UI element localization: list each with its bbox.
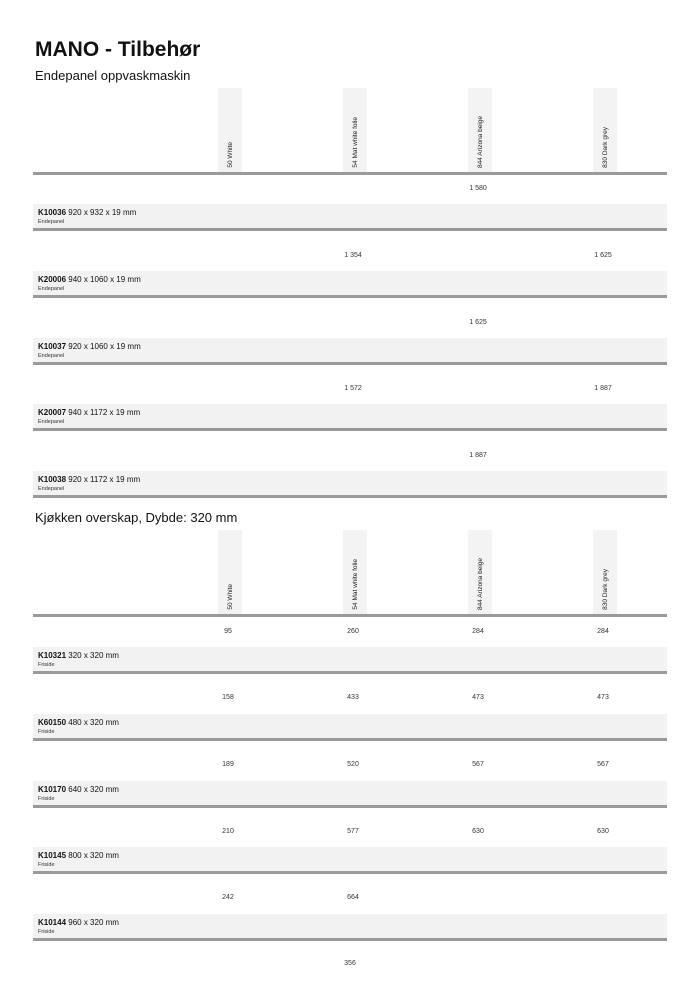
page-number: 356 <box>344 960 356 967</box>
product-size: 480 x 320 mm <box>68 718 119 727</box>
price-cell: 189 <box>222 761 234 768</box>
product-line <box>38 408 140 417</box>
product-size: 960 x 320 mm <box>68 918 119 927</box>
product-size: 920 x 1060 x 19 mm <box>68 342 141 351</box>
price-cell: 433 <box>347 694 359 701</box>
product-code: K10037 <box>38 342 67 351</box>
product-size: 920 x 932 x 19 mm <box>68 208 137 217</box>
product-line <box>38 785 119 794</box>
row-rule <box>33 871 667 874</box>
row-band <box>33 914 667 938</box>
product-line <box>38 208 136 217</box>
product-subtitle: Endepanel <box>38 353 65 359</box>
price-cell: 577 <box>347 828 359 835</box>
page-title: MANO - Tilbehør <box>35 38 201 61</box>
price-cell: 473 <box>472 694 484 701</box>
product-code: K10144 <box>38 918 67 927</box>
price-cell: 664 <box>347 894 359 901</box>
price-cell: 210 <box>222 828 234 835</box>
price-cell: 95 <box>224 628 232 635</box>
product-size: 320 x 320 mm <box>68 651 119 660</box>
product-subtitle: Friside <box>38 929 55 935</box>
price-cell: 284 <box>597 628 609 635</box>
product-code: K20006 <box>38 275 67 284</box>
product-code: K10036 <box>38 208 67 217</box>
product-subtitle: Endepanel <box>38 486 65 492</box>
row-band <box>33 847 667 871</box>
product-line <box>38 651 119 660</box>
product-line <box>38 342 141 351</box>
price-cell: 1 625 <box>469 319 487 326</box>
column-header: 844 Arizona beige <box>476 115 484 168</box>
product-code: K10321 <box>38 651 67 660</box>
price-cell: 158 <box>222 694 234 701</box>
row-rule <box>33 362 667 365</box>
price-cell: 260 <box>347 628 359 635</box>
column-header: 844 Arizona beige <box>476 557 484 610</box>
price-cell: 567 <box>472 761 484 768</box>
row-rule <box>33 428 667 431</box>
price-cell: 567 <box>597 761 609 768</box>
header-rule <box>33 172 667 175</box>
product-line <box>38 718 119 727</box>
row-rule <box>33 738 667 741</box>
column-header: 54 Mat white folie <box>351 117 359 168</box>
price-cell: 242 <box>222 894 234 901</box>
column-header: 54 Mat white folie <box>351 559 359 610</box>
product-line <box>38 475 140 484</box>
column-header: 830 Dark grey <box>601 569 609 610</box>
row-band <box>33 781 667 805</box>
price-cell: 630 <box>472 828 484 835</box>
product-size: 940 x 1060 x 19 mm <box>68 275 141 284</box>
row-rule <box>33 295 667 298</box>
row-rule <box>33 805 667 808</box>
product-code: K20007 <box>38 408 67 417</box>
price-cell: 1 572 <box>344 385 362 392</box>
product-subtitle: Endepanel <box>38 219 65 225</box>
price-cell: 1 354 <box>344 252 362 259</box>
product-code: K60150 <box>38 718 67 727</box>
product-size: 640 x 320 mm <box>68 785 119 794</box>
product-code: K10145 <box>38 851 67 860</box>
row-rule <box>33 228 667 231</box>
product-subtitle: Friside <box>38 729 55 735</box>
product-subtitle: Endepanel <box>38 419 65 425</box>
product-code: K10170 <box>38 785 67 794</box>
product-subtitle: Friside <box>38 796 55 802</box>
product-size: 800 x 320 mm <box>68 851 119 860</box>
product-line <box>38 918 119 927</box>
column-header: 50 White <box>226 142 234 168</box>
column-header: 830 Dark grey <box>601 127 609 168</box>
product-line <box>38 275 141 284</box>
product-size: 920 x 1172 x 19 mm <box>68 475 141 484</box>
product-subtitle: Endepanel <box>38 286 65 292</box>
price-cell: 520 <box>347 761 359 768</box>
price-cell: 1 580 <box>469 185 487 192</box>
row-rule <box>33 671 667 674</box>
price-cell: 473 <box>597 694 609 701</box>
row-rule <box>33 938 667 941</box>
price-cell: 284 <box>472 628 484 635</box>
product-size: 940 x 1172 x 19 mm <box>68 408 141 417</box>
section-title: Kjøkken overskap, Dybde: 320 mm <box>35 510 238 525</box>
price-cell: 630 <box>597 828 609 835</box>
product-subtitle: Friside <box>38 862 55 868</box>
row-band <box>33 714 667 738</box>
price-cell: 1 887 <box>469 452 487 459</box>
section-title: Endepanel oppvaskmaskin <box>35 68 191 83</box>
price-cell: 1 887 <box>594 385 612 392</box>
column-header: 50 White <box>226 584 234 610</box>
row-band <box>33 647 667 671</box>
product-code: K10038 <box>38 475 67 484</box>
row-rule <box>33 495 667 498</box>
product-subtitle: Friside <box>38 662 55 668</box>
header-rule <box>33 614 667 617</box>
product-line <box>38 851 119 860</box>
price-cell: 1 625 <box>594 252 612 259</box>
